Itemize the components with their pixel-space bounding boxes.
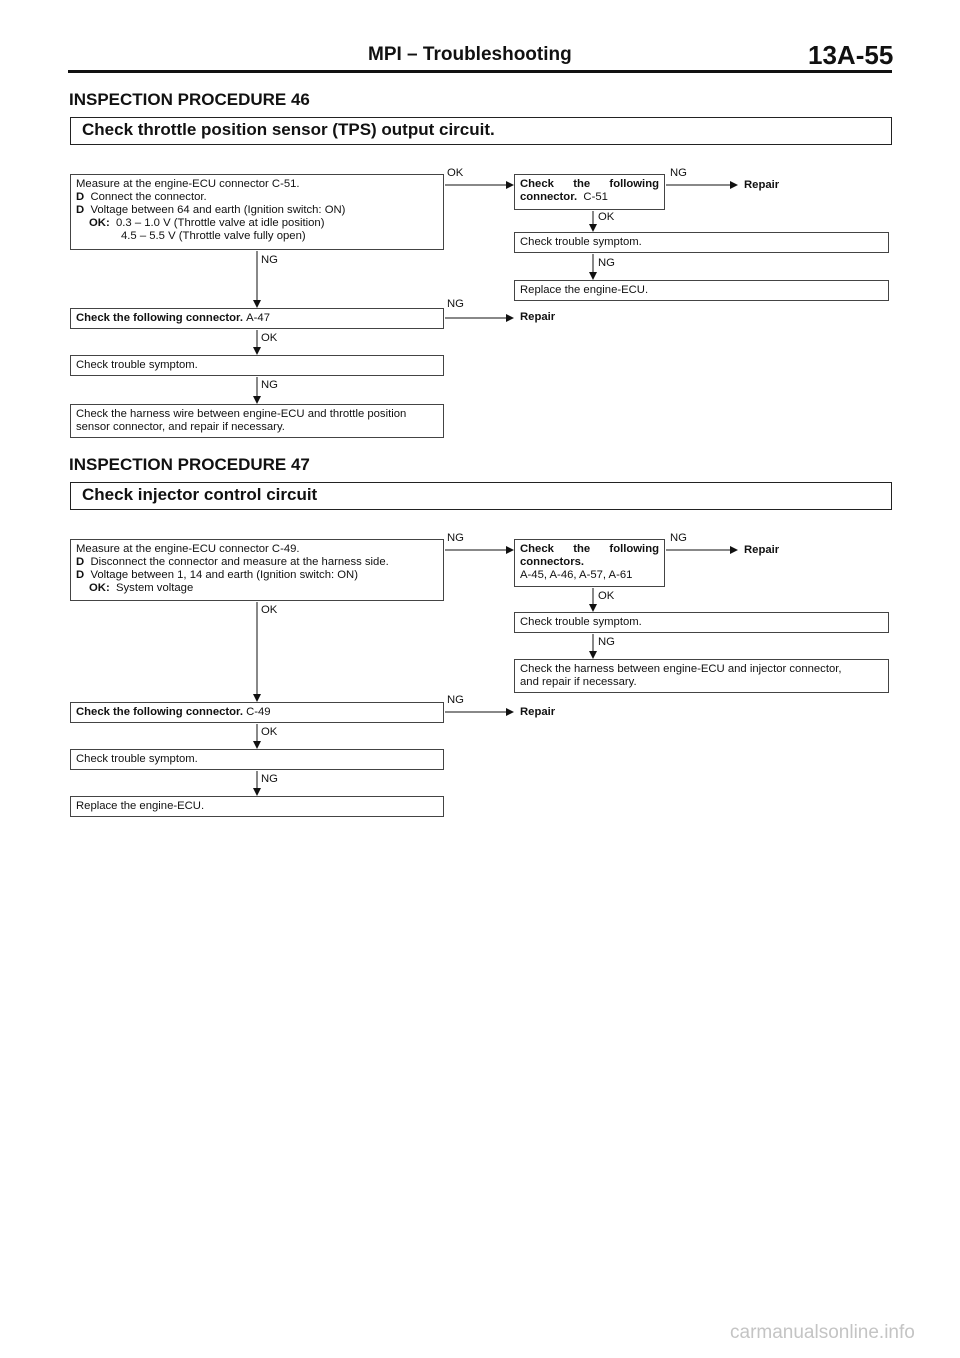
p46-label-ng-top: NG xyxy=(670,167,687,179)
p46-ok-label: OK: xyxy=(89,217,110,229)
p47-check-trouble-left: Check trouble symptom. xyxy=(76,753,198,765)
bullet-icon: D xyxy=(76,191,85,203)
p47-harness-line1: Check the harness between engine-ECU and injector connector, xyxy=(520,663,842,675)
p47-measure-line2: Disconnect the connector and measure at the harness side. xyxy=(90,556,389,568)
p46-ok-value1: 0.3 – 1.0 V (Throttle valve at idle position) xyxy=(116,217,325,229)
p46-measure-line1: Measure at the engine-ECU connector C-51. xyxy=(76,178,300,190)
p47-label-ng-mid: NG xyxy=(447,694,464,706)
p46-label-ok-top: OK xyxy=(447,167,464,179)
p46-a47-value: A-47 xyxy=(246,312,270,324)
p47-repair-1: Repair xyxy=(744,544,780,556)
p46-label-ok-left: OK xyxy=(261,332,278,344)
p46-replace-ecu-right: Replace the engine-ECU. xyxy=(520,284,649,296)
p47-measure-line1: Measure at the engine-ECU connector C-49. xyxy=(76,543,300,555)
p46-check-trouble-right: Check trouble symptom. xyxy=(520,236,642,248)
p47-arrow-head xyxy=(253,788,261,796)
p46-measure-line3: Voltage between 64 and earth (Ignition switch: ON) xyxy=(90,204,346,216)
p46-label-ng-mid: NG xyxy=(447,298,464,310)
p47-harness-line2: and repair if necessary. xyxy=(520,676,637,688)
bullet-icon: D xyxy=(76,556,85,568)
p46-ok-value2: 4.5 – 5.5 V (Throttle valve fully open) xyxy=(121,230,306,242)
p47-connectors-value: A-45, A-46, A-57, A-61 xyxy=(520,569,633,581)
p47-label-ok-right: OK xyxy=(598,590,615,602)
page-number: 13A-55 xyxy=(808,40,894,70)
p47-arrow-head xyxy=(253,741,261,749)
p47-label-ng-left: NG xyxy=(261,773,278,785)
procedure-47-heading: INSPECTION PROCEDURE 47 xyxy=(69,455,310,474)
p47-label-ok-down: OK xyxy=(261,604,278,616)
procedure-46-heading: INSPECTION PROCEDURE 46 xyxy=(69,90,310,109)
p47-check-trouble-right: Check trouble symptom. xyxy=(520,616,642,628)
p46-label-ng-down: NG xyxy=(261,254,278,266)
p47-connectors-bold-line1: Check the following xyxy=(520,543,659,555)
p47-label-ok-left: OK xyxy=(261,726,278,738)
p46-check-trouble-left: Check trouble symptom. xyxy=(76,359,198,371)
p47-arrow-head xyxy=(589,651,597,659)
p46-c51-bold-line2: connector. xyxy=(520,191,578,203)
p47-label-ng-top: NG xyxy=(447,532,464,544)
p47-measure-line3: Voltage between 1, 14 and earth (Ignition switch: ON) xyxy=(90,569,358,581)
p47-c49-bold: Check the following connector. xyxy=(76,706,243,718)
p46-repair-1: Repair xyxy=(744,179,780,191)
p46-a47-bold: Check the following connector. xyxy=(76,312,243,324)
p47-arrow-head xyxy=(730,546,738,554)
procedure-47-banner-text: Check injector control circuit xyxy=(82,485,318,504)
p47-ok-value1: System voltage xyxy=(116,582,194,594)
p47-c49-value: C-49 xyxy=(246,706,271,718)
p46-harness-line2: sensor connector, and repair if necessary. xyxy=(76,421,285,433)
watermark: carmanualsonline.info xyxy=(730,1322,915,1343)
header-title: MPI – Troubleshooting xyxy=(368,44,572,65)
p47-ok-label: OK: xyxy=(89,582,110,594)
p46-c51-value: C-51 xyxy=(583,191,608,203)
p47-label-ng-top2: NG xyxy=(670,532,687,544)
bullet-icon: D xyxy=(76,569,85,581)
p47-arrow-head xyxy=(506,708,514,716)
p47-arrow-head xyxy=(253,694,261,702)
p47-arrow-head xyxy=(589,604,597,612)
p46-label-ng-left: NG xyxy=(261,379,278,391)
p47-label-ng-right: NG xyxy=(598,636,615,648)
p47-replace-ecu-left: Replace the engine-ECU. xyxy=(76,800,205,812)
p46-c51-bold-line1: Check the following xyxy=(520,178,659,190)
p47-connectors-bold-line2: connectors. xyxy=(520,556,585,568)
p46-repair-2: Repair xyxy=(520,311,556,323)
p46-measure-line2: Connect the connector. xyxy=(90,191,207,203)
p46-label-ng-right: NG xyxy=(598,257,615,269)
p47-arrow-head xyxy=(506,546,514,554)
p46-label-ok-right: OK xyxy=(598,211,615,223)
bullet-icon: D xyxy=(76,204,85,216)
p47-repair-2: Repair xyxy=(520,706,556,718)
procedure-46-banner-text: Check throttle position sensor (TPS) output circuit. xyxy=(82,120,495,139)
p46-harness-line1: Check the harness wire between engine-ECU and throttle position xyxy=(76,408,407,420)
